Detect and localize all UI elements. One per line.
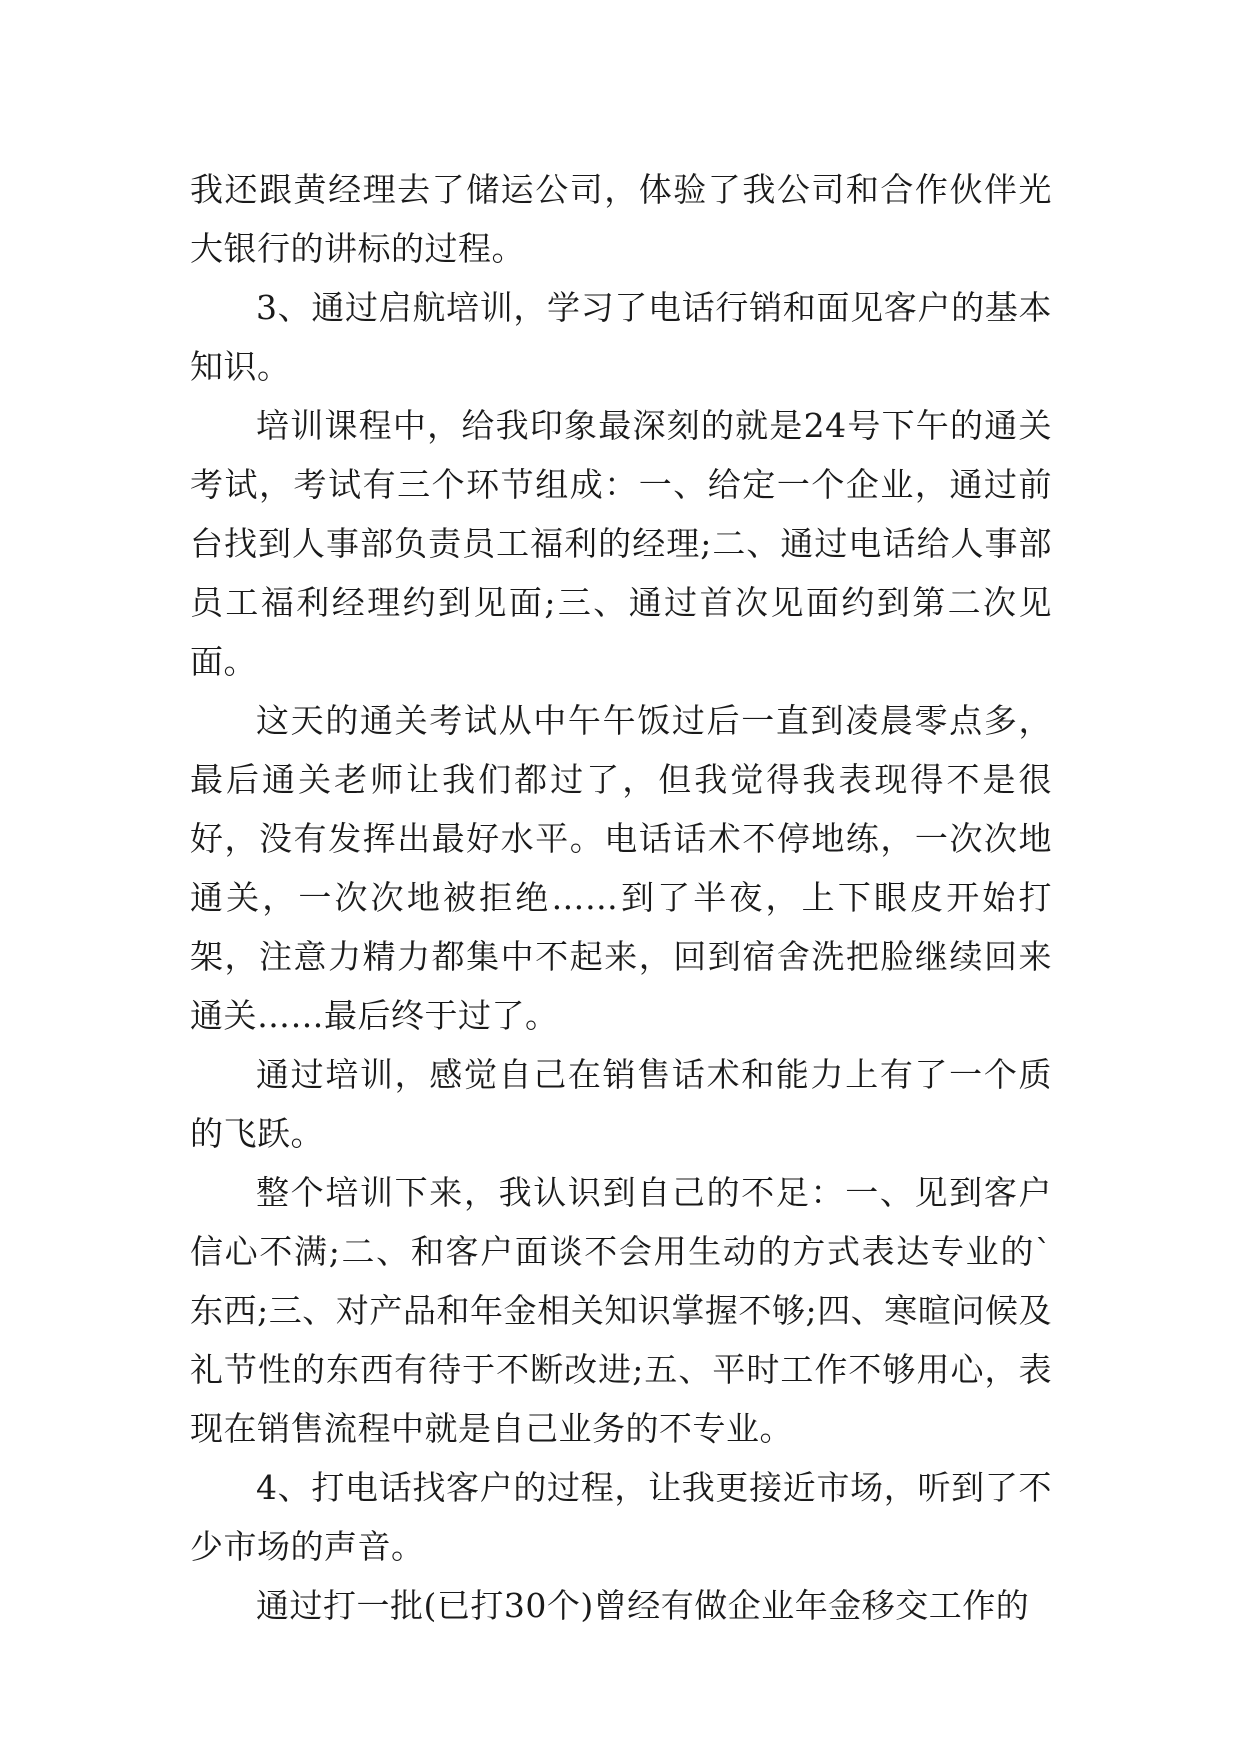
paragraph-1: 我还跟黄经理去了储运公司，体验了我公司和合作伙伴光大银行的讲标的过程。 [190, 170, 1052, 268]
paragraph-6: 整个培训下来，我认识到自己的不足：一、见到客户信心不满;二、和客户面谈不会用生动的方式表达专业的`东西;三、对产品和年金相关知识掌握不够;四、寒暄问候及礼节性的东西有待于不断改进;五、平时工作不够用心，表现在销售流程中就是自己业务的不专业。 [190, 1173, 1052, 1448]
paragraph-8: 通过打一批(已打30个)曾经有做企业年金移交工作的 [256, 1586, 1030, 1625]
paragraph-3: 培训课程中，给我印象最深刻的就是24号下午的通关考试，考试有三个环节组成：一、给定一个企业，通过前台找到人事部负责员工福利的经理;二、通过电话给人事部员工福利经理约到见面;三、通过首次见面约到第二次见面。 [190, 406, 1052, 681]
document-body [190, 160, 1052, 1635]
paragraph-4: 这天的通关考试从中午午饭过后一直到凌晨零点多，最后通关老师让我们都过了，但我觉得我表现得不是很好，没有发挥出最好水平。电话话术不停地练，一次次地通关，一次次地被拒绝……到了半夜，上下眼皮开始打架，注意力精力都集中不起来，回到宿舍洗把脸继续回来通关……最后终于过了。 [190, 701, 1052, 1035]
paragraph-2: 3、通过启航培训，学习了电话行销和面见客户的基本知识。 [190, 288, 1052, 386]
paragraph-7: 4、打电话找客户的过程，让我更接近市场，听到了不少市场的声音。 [190, 1468, 1052, 1566]
paragraph-5: 通过培训，感觉自己在销售话术和能力上有了一个质的飞跃。 [190, 1055, 1052, 1153]
